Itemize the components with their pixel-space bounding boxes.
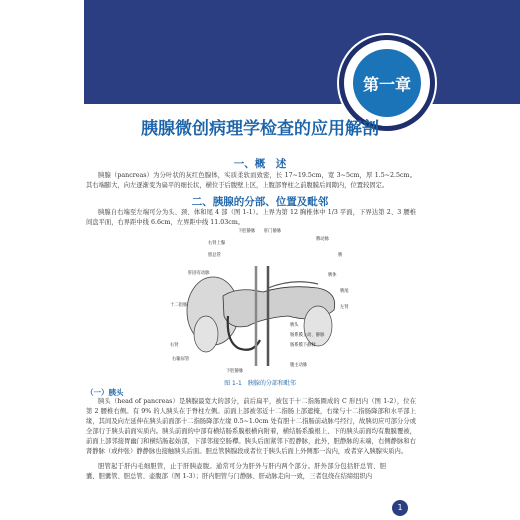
figure-caption: 图 1-1 胰腺的分部和毗邻 xyxy=(224,380,296,387)
chapter-title: 胰腺微创病理学检查的应用解剖 xyxy=(141,119,379,139)
label-left-kidney: 左肾 xyxy=(340,305,349,310)
chapter-banner xyxy=(84,0,520,104)
chapter-badge-label: 第一章 xyxy=(353,49,421,117)
right-kidney-shape xyxy=(194,316,218,352)
left-kidney-shape xyxy=(304,306,332,346)
bile-duct-paragraph: 胆管起于肝内毛细胆管，止于肝胰壶腹。通常可分为肝外与肝内两个部分。肝外部分包括肝总管、胆囊、胆囊管、胆总管、壶腹部（图 1-3）；肝内胆管与门静脉、肝动脉走向一致，三者包绕在结缔组织内 xyxy=(86,463,386,480)
label-pancreas-body: 胰体 xyxy=(328,273,337,278)
label-pancreas-tail: 胰尾 xyxy=(340,289,349,294)
label-ivc-bottom: 下腔静脉 xyxy=(226,369,244,374)
label-pancreas: 胰 xyxy=(338,253,343,258)
divisions-paragraph: 胰腺自右端至左端可分为头、颈、体和尾 4 部（图 1-1）。上界为第 12 胸椎体中 1/3 平面，下界达第 2、3 腰椎间盘平面，右界距中线 6.6cm，左界距中线 11.03cm。 xyxy=(86,209,416,226)
head-paragraph: 胰头（head of pancreas）是胰腺最宽大的部分，前后扁平，被包于十二指肠圈成的 C 形凹内（图 1-2），位在第 2 腰椎右侧。有 9% 的人胰头在于脊柱左侧。前面上部被邻近十二指肠上部遮掩，右缘与十二指肠降部和水平部上缘，其间及向左延伸在胰头前面部十二指肠降部左缘 0.5~1.0cm 处有胆十二指肠前动脉弓经行，故胰切应可部分分或全部行于胰头前面实质内。胰头前面的中部有横结肠系膜根横向附着，横结肠系膜根上、下的胰头前面均有腹膜覆被，前面上部邻接胃幽门和横结肠起始部，下部邻接空肠襻。胰头后面紧邻下腔静脉，此外，胆静脉的末端，右侧静脉和右肾静脉（或仲张）静静脉也接触胰头后面。胆总管胰腺段或者位于胰头后面上外侧那一沟内，或者穿入胰腺实质内。 xyxy=(86,398,416,455)
section-title-divisions: 二、胰腺的分部、位置及毗邻 xyxy=(191,196,329,208)
label-pancreas-head: 胰头 xyxy=(290,323,299,328)
label-portal-vein: 肝门静脉 xyxy=(264,229,282,234)
label-ivc-top: 下腔静脉 xyxy=(238,229,256,234)
label-hepatic-artery: 肝固有动脉 xyxy=(188,271,210,276)
label-sma-smv: 肠系膜上动、静脉 xyxy=(290,333,325,338)
subsection-title-head: （一）胰头 xyxy=(86,388,124,397)
page-number: 1 xyxy=(392,500,408,516)
section-title-overview: 一、概 述 xyxy=(233,158,287,170)
label-duodenum: 十二指肠 xyxy=(170,303,188,308)
label-right-adrenal: 右肾上腺 xyxy=(208,241,226,246)
label-abdominal-aorta: 腹主动脉 xyxy=(290,363,308,368)
overview-paragraph: 胰腺（pancreas）为分叶状的灰红色腺体，实质柔软而致密，长 17~19.5cm，宽 3~5cm，厚 1.5~2.5cm。其右端膨大，向左逐渐变为扁平的细长状，横位于后腹壁上区，上腹部脊柱之前腹膜后间隙内，位置较固定。 xyxy=(86,172,416,189)
label-imv: 肠系膜下静脉 xyxy=(290,343,316,348)
label-bile-duct: 胆总管 xyxy=(208,253,221,258)
label-splenic-artery: 脾动脉 xyxy=(316,237,329,242)
pancreas-anatomy-figure xyxy=(168,226,358,376)
label-right-ureter: 右输尿管 xyxy=(172,357,190,362)
label-right-kidney: 右肾 xyxy=(170,343,179,348)
